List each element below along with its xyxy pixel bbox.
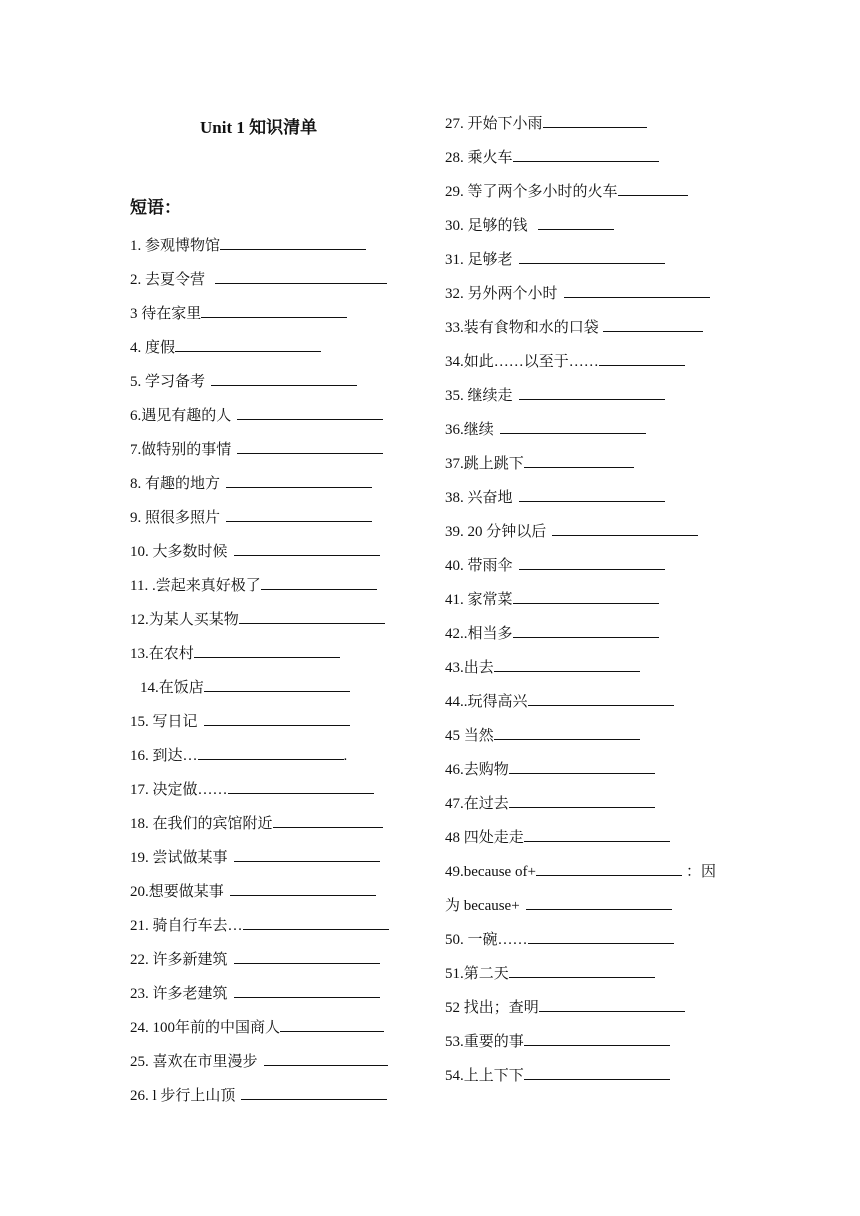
item-text: 20.想要做某事 <box>130 884 224 900</box>
list-item <box>445 895 672 916</box>
item-text: 46.去购物 <box>445 762 509 778</box>
item-text: 52 找出；查明 <box>445 1000 539 1016</box>
list-item <box>445 827 670 848</box>
list-item <box>130 235 366 256</box>
item-text: 37.跳上跳下 <box>445 456 524 472</box>
answer-blank <box>261 575 377 590</box>
item-text: 49.because of+ <box>445 864 536 880</box>
answer-blank <box>528 929 674 944</box>
list-item <box>130 439 383 460</box>
answer-blank <box>524 1031 670 1046</box>
list-item <box>130 881 376 902</box>
answer-blank <box>494 725 640 740</box>
list-item <box>130 337 321 358</box>
list-item <box>445 623 659 644</box>
answer-blank <box>513 147 659 162</box>
list-item <box>445 385 665 406</box>
answer-blank <box>226 507 372 522</box>
answer-blank <box>215 269 387 284</box>
answer-blank <box>273 813 383 828</box>
item-text: 12.为某人买某物 <box>130 612 239 628</box>
list-item <box>445 929 674 950</box>
list-item <box>130 1085 387 1106</box>
item-text: 33.装有食物和水的口袋 <box>445 320 599 336</box>
list-item <box>445 147 659 168</box>
list-item <box>130 813 383 834</box>
answer-blank <box>552 521 698 536</box>
list-item <box>445 725 640 746</box>
answer-blank <box>603 317 703 332</box>
item-text: 43.出去 <box>445 660 494 676</box>
list-item <box>130 303 347 324</box>
item-text: 29. 等了两个多小时的火车 <box>445 184 618 200</box>
item-text: 32. 另外两个小时 <box>445 286 558 302</box>
list-item <box>445 657 640 678</box>
answer-blank <box>204 677 350 692</box>
list-item <box>130 983 380 1004</box>
answer-blank <box>509 793 655 808</box>
item-text: 53.重要的事 <box>445 1034 524 1050</box>
list-item <box>445 317 703 338</box>
list-item <box>130 847 380 868</box>
item-text: 44..玩得高兴 <box>445 694 528 710</box>
list-item <box>130 745 347 766</box>
item-text: 36.继续 <box>445 422 494 438</box>
list-item <box>445 249 665 270</box>
item-text: 22. 许多新建筑 <box>130 952 228 968</box>
answer-blank <box>494 657 640 672</box>
answer-blank <box>500 419 646 434</box>
answer-blank <box>528 691 674 706</box>
item-text: 24. 100年前的中国商人 <box>130 1020 281 1036</box>
item-text: 40. 带雨伞 <box>445 558 513 574</box>
answer-blank <box>237 439 383 454</box>
item-text: 5. 学习备考 <box>130 374 206 390</box>
answer-blank <box>519 487 665 502</box>
list-item <box>130 575 377 596</box>
item-text: 31. 足够老 <box>445 252 513 268</box>
answer-blank <box>241 1085 387 1100</box>
answer-blank <box>599 351 685 366</box>
list-item <box>445 963 655 984</box>
item-text: 3 待在家里 <box>130 306 202 322</box>
list-item <box>130 1017 384 1038</box>
item-text: 15. 写日记 <box>130 714 198 730</box>
item-text: 47.在过去 <box>445 796 509 812</box>
list-item <box>445 1065 670 1086</box>
answer-blank <box>280 1017 384 1032</box>
answer-blank <box>194 643 340 658</box>
item-text: 35. 继续走 <box>445 388 513 404</box>
item-text: 45 当然 <box>445 728 494 744</box>
list-item <box>130 1051 388 1072</box>
list-item <box>445 215 614 236</box>
item-text: 21. 骑自行车去… <box>130 918 243 934</box>
item-text: 50. 一碗…… <box>445 932 528 948</box>
item-text: 为 because+ <box>445 898 520 914</box>
item-text: 51.第二天 <box>445 966 509 982</box>
answer-blank <box>204 711 350 726</box>
answer-blank <box>509 759 655 774</box>
list-item <box>445 351 685 372</box>
list-item <box>445 453 634 474</box>
item-text: 8. 有趣的地方 <box>130 476 221 492</box>
item-text: 23. 许多老建筑 <box>130 986 228 1002</box>
answer-blank <box>234 541 380 556</box>
answer-blank <box>526 895 672 910</box>
list-item <box>130 371 357 392</box>
item-text: 4. 度假 <box>130 340 176 356</box>
answer-blank <box>519 385 665 400</box>
list-item <box>445 793 655 814</box>
answer-blank <box>201 303 347 318</box>
answer-blank <box>564 283 710 298</box>
item-text: 11. .尝起来真好极了 <box>130 578 261 594</box>
answer-blank <box>237 405 383 420</box>
answer-blank <box>230 881 376 896</box>
item-text: 18. 在我们的宾馆附近 <box>130 816 273 832</box>
item-text: 27. 开始下小雨 <box>445 116 543 132</box>
list-item <box>130 473 372 494</box>
answer-blank <box>524 453 634 468</box>
item-text: 26. l 步行上山顶 <box>130 1088 236 1104</box>
list-item <box>445 1031 670 1052</box>
item-text: 9. 照很多照片 <box>130 510 221 526</box>
answer-blank <box>220 235 366 250</box>
list-item <box>130 643 340 664</box>
answer-blank <box>234 949 380 964</box>
list-item <box>445 283 710 304</box>
item-text: 41. 家常菜 <box>445 592 513 608</box>
answer-blank <box>175 337 321 352</box>
answer-blank <box>524 827 670 842</box>
answer-blank <box>513 623 659 638</box>
list-item <box>130 949 380 970</box>
item-text: 19. 尝试做某事 <box>130 850 228 866</box>
item-text: 17. 决定做…… <box>130 782 228 798</box>
item-text: 42..相当多 <box>445 626 513 642</box>
answer-blank <box>513 589 659 604</box>
list-item <box>445 521 698 542</box>
item-text: 2. 去夏令营 <box>130 272 206 288</box>
item-text: 16. 到达… <box>130 748 198 764</box>
list-item <box>445 487 665 508</box>
item-period: . <box>343 748 348 764</box>
section-title: 短语： <box>130 198 181 217</box>
item-text: 39. 20 分钟以后 <box>445 524 547 540</box>
item-text: 48 四处走走 <box>445 830 524 846</box>
answer-blank <box>243 915 389 930</box>
list-item <box>130 915 389 936</box>
list-item <box>445 589 659 610</box>
list-item <box>445 113 647 134</box>
item-text: 14.在饭店 <box>140 680 204 696</box>
list-item <box>130 507 372 528</box>
list-item <box>445 181 688 202</box>
item-text: 7.做特别的事情 <box>130 442 232 458</box>
list-item <box>445 861 716 882</box>
list-item <box>130 405 383 426</box>
answer-blank <box>226 473 372 488</box>
answer-blank <box>198 745 344 760</box>
answer-blank <box>618 181 688 196</box>
list-item <box>445 555 665 576</box>
answer-blank <box>264 1051 388 1066</box>
answer-blank <box>519 555 665 570</box>
answer-blank <box>228 779 374 794</box>
item-text: 38. 兴奋地 <box>445 490 513 506</box>
item-text: 13.在农村 <box>130 646 194 662</box>
item-text: 25. 喜欢在市里漫步 <box>130 1054 258 1070</box>
answer-blank <box>211 371 357 386</box>
answer-blank <box>543 113 647 128</box>
item-text: 6.遇见有趣的人 <box>130 408 232 424</box>
answer-blank <box>539 997 685 1012</box>
answer-blank <box>509 963 655 978</box>
list-item <box>130 779 374 800</box>
item-text: 1. 参观博物馆 <box>130 238 221 254</box>
answer-blank <box>536 861 682 876</box>
answer-blank <box>524 1065 670 1080</box>
list-item <box>130 711 350 732</box>
page-title: Unit 1 知识清单 <box>200 118 318 137</box>
answer-blank <box>239 609 385 624</box>
answer-blank <box>234 983 380 998</box>
answer-blank <box>519 249 665 264</box>
list-item <box>445 759 655 780</box>
item-text: 34.如此……以至于…… <box>445 354 599 370</box>
item-text: 28. 乘火车 <box>445 150 513 166</box>
list-item <box>130 269 387 290</box>
item-text: 54.上上下下 <box>445 1068 524 1084</box>
list-item <box>130 541 380 562</box>
item-text: 30. 足够的钱 <box>445 218 528 234</box>
list-item <box>130 677 350 698</box>
item-text: 10. 大多数时候 <box>130 544 228 560</box>
list-item <box>445 691 674 712</box>
answer-blank <box>234 847 380 862</box>
item-text-suffix: ：因 <box>685 864 716 880</box>
list-item <box>445 419 646 440</box>
list-item <box>130 609 385 630</box>
list-item <box>445 997 685 1018</box>
answer-blank <box>538 215 614 230</box>
